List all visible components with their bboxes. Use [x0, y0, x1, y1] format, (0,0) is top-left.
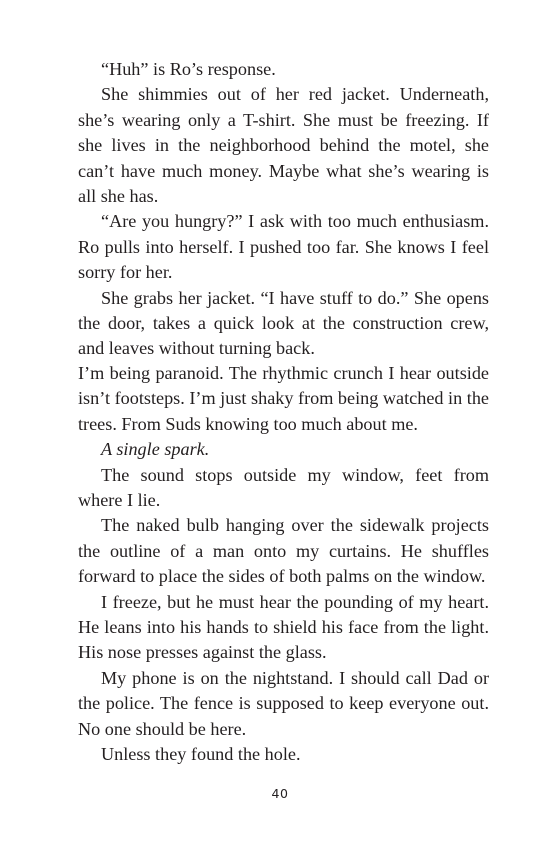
section-two [78, 361, 489, 768]
paragraph: “Are you hungry?” I ask with too much enthusiasm. Ro pulls into herself. I pushed too far. She knows I feel sorry for her. [78, 211, 489, 283]
paragraph: “Huh” is Ro’s response. [101, 59, 276, 79]
paragraph: Unless they found the hole. [101, 744, 301, 765]
paragraph: The naked bulb hanging over the sidewalk projects the outline of a man onto my curtains. He shuffles forward to place the sides of both palms on the window. [78, 515, 489, 587]
paragraph: She shimmies out of her red jacket. Underneath, she’s wearing only a T-shirt. She must be freezing. If she lives in the neighborhood behind the motel, she can’t have much money. Maybe what she’s wearing is all she has. [78, 84, 489, 207]
paragraph: She grabs her jacket. “I have stuff to do.” She opens the door, takes a quick look at the construction crew, and leaves without turning back. [78, 287, 489, 359]
paragraph: The sound stops outside my window, feet from where I lie. [78, 464, 489, 511]
section-opening-paragraph: I’m being paranoid. The rhythmic crunch I hear outside isn’t footsteps. I’m just shaky from being watched in the trees. From Suds knowing too much about me. [78, 363, 489, 434]
section-one [78, 57, 489, 362]
paragraph: I freeze, but he must hear the pounding of my heart. He leans into his hands to shield his face from the light. His nose presses against the glass. [78, 591, 489, 663]
italic-thought: A single spark. [101, 439, 210, 460]
paragraph: My phone is on the nightstand. I should call Dad or the police. The fence is supposed to keep everyone out. No one should be here. [78, 667, 489, 739]
page-number: 40 [271, 786, 289, 801]
